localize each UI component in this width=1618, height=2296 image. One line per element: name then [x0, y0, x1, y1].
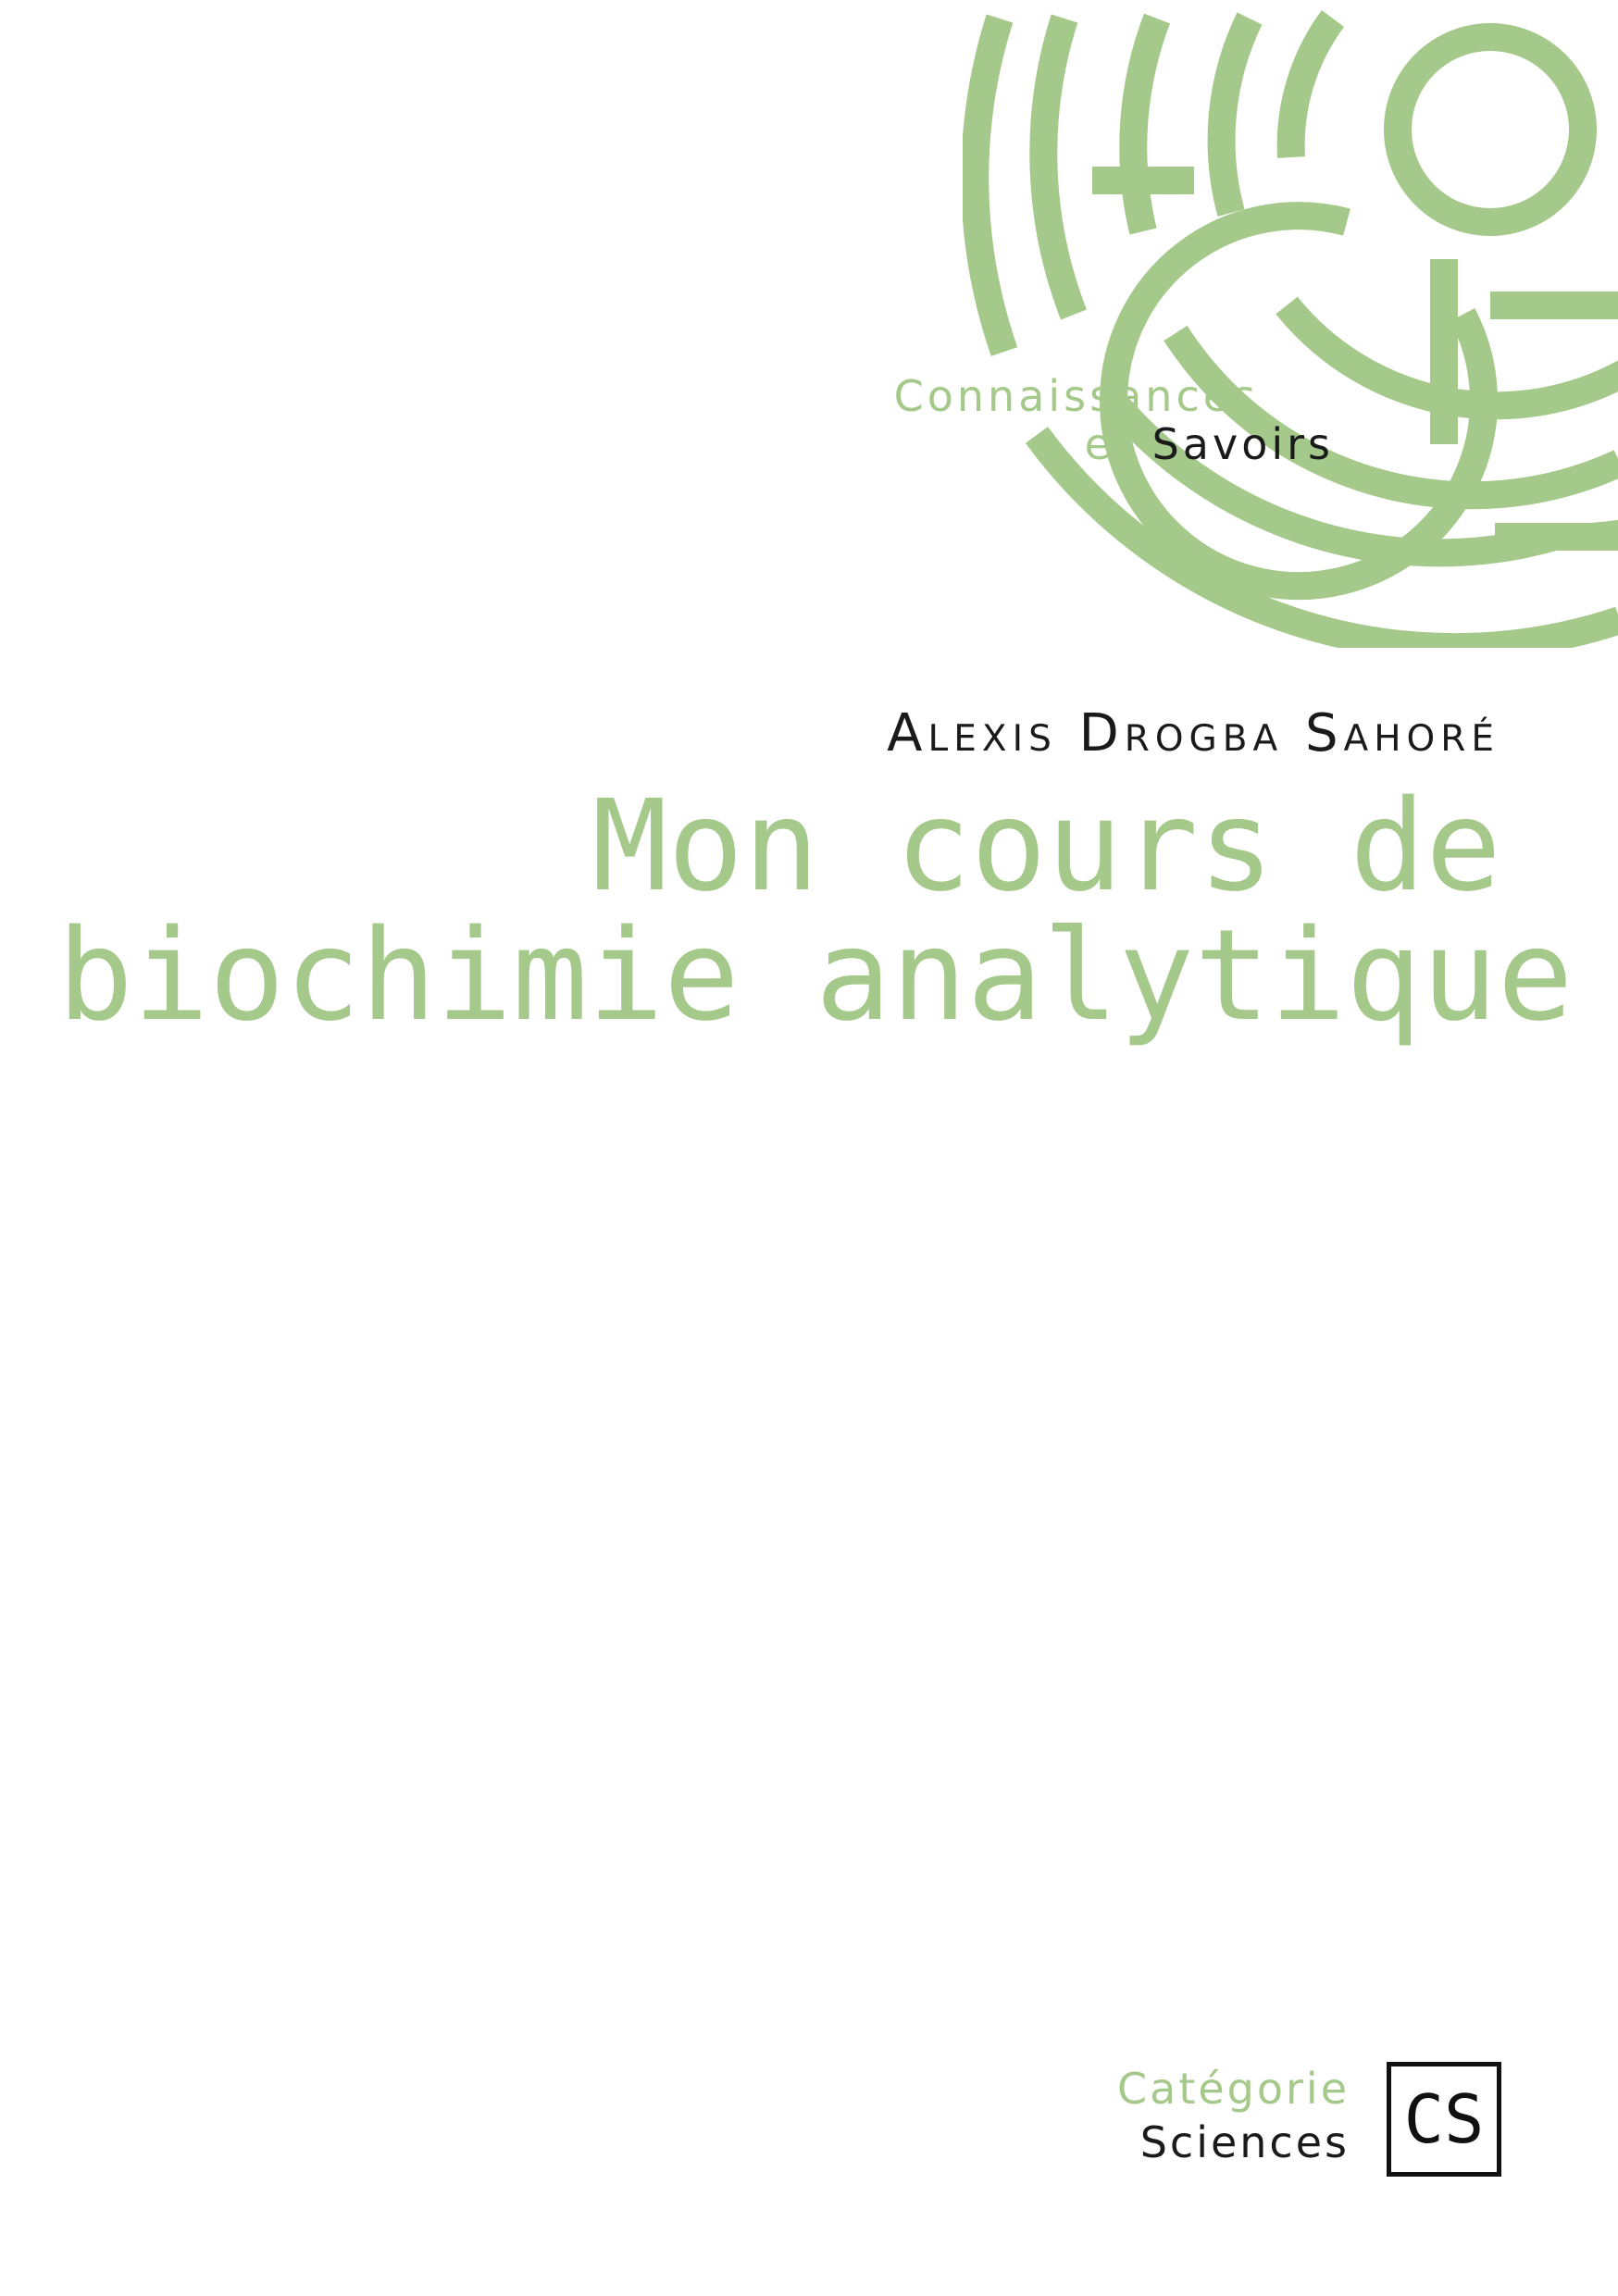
title-line-1: Mon cours de	[591, 774, 1501, 920]
category-label-block	[1117, 2062, 1350, 2169]
series-prefix: et	[1084, 419, 1135, 469]
series-line-2	[894, 420, 1334, 468]
category-badge: CS	[1387, 2062, 1501, 2177]
title-line-2: biochimie analytique	[57, 903, 1574, 1049]
series-name	[893, 371, 1334, 469]
series-line-1: Connaissances	[893, 371, 1259, 421]
series-word: Savoirs	[1151, 419, 1334, 469]
category-label: Catégorie	[1117, 2064, 1350, 2114]
category-value: Sciences	[1139, 2117, 1350, 2167]
book-title	[57, 774, 1574, 1049]
author-name: Alexis Drogba Sahoré	[887, 703, 1500, 763]
maze-logo-icon	[0, 0, 1618, 666]
